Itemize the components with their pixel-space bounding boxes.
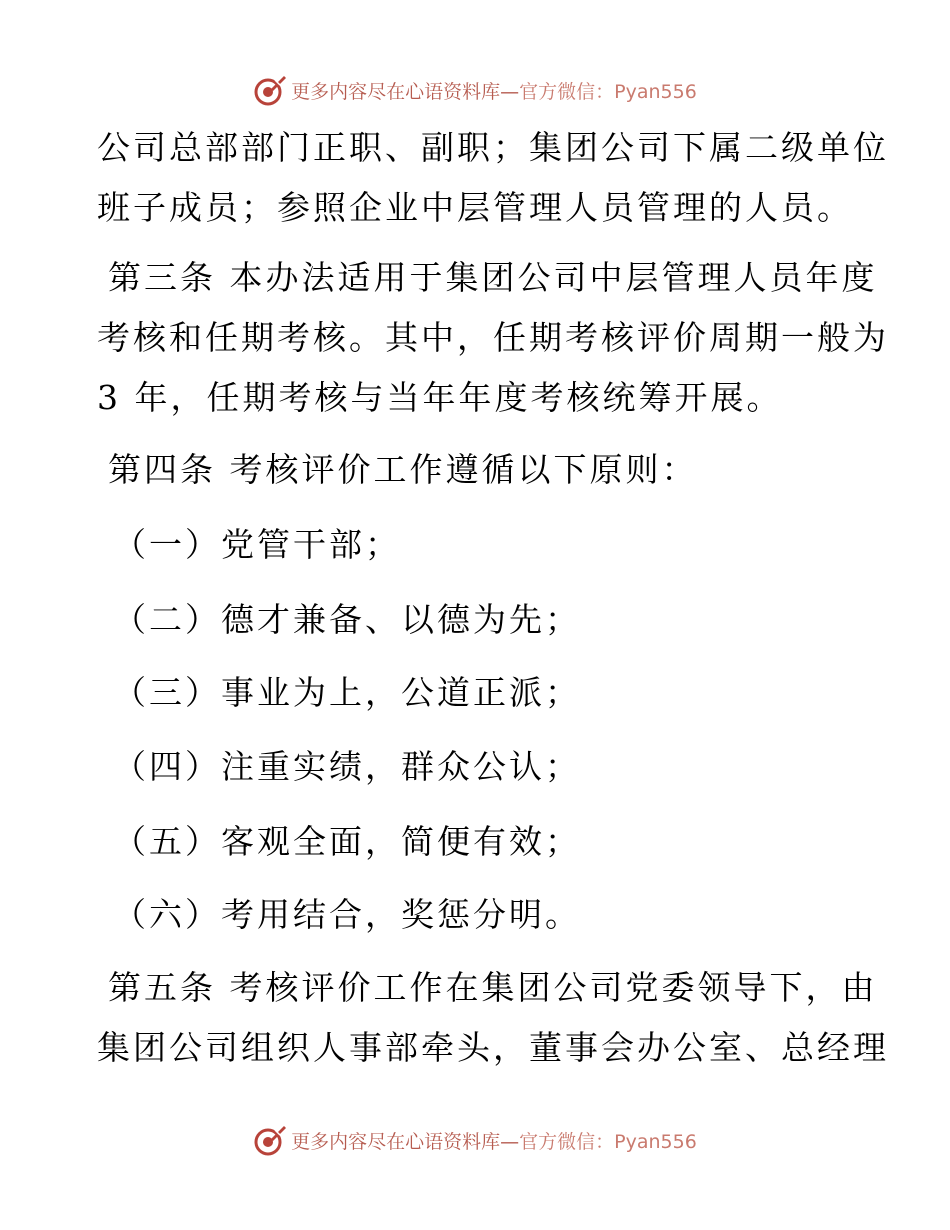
article-3-line-2: 考核和任期考核。其中，任期考核评价周期一般为 bbox=[97, 318, 889, 357]
watermark-main-text: 更多内容尽在心语资料库 bbox=[291, 80, 501, 103]
watermark-main-text: 更多内容尽在心语资料库 bbox=[291, 1130, 501, 1153]
footer-watermark bbox=[0, 1120, 950, 1160]
header-watermark bbox=[0, 70, 950, 110]
principle-item-1: （一）党管干部； bbox=[113, 525, 401, 564]
article-5-line-2: 集团公司组织人事部牵头，董事会办公室、总经理 bbox=[97, 1028, 889, 1067]
article-3-line-1: 第三条 本办法适用于集团公司中层管理人员年度 bbox=[108, 258, 878, 297]
text-line-1: 公司总部部门正职、副职；集团公司下属二级单位 bbox=[97, 128, 889, 167]
principle-item-3: （三）事业为上，公道正派； bbox=[113, 673, 581, 712]
article-3-line-3: 3 年，任期考核与当年年度考核统筹开展。 bbox=[97, 378, 783, 417]
watermark-wechat-text: 官方微信：Pyan556 bbox=[519, 80, 697, 103]
principle-item-6: （六）考用结合，奖惩分明。 bbox=[113, 895, 581, 934]
watermark-dash: — bbox=[500, 1130, 520, 1153]
pen-logo-icon bbox=[253, 73, 287, 107]
watermark-dash: — bbox=[500, 80, 520, 103]
watermark-wechat-text: 官方微信：Pyan556 bbox=[519, 1130, 697, 1153]
text-line-2: 班子成员；参照企业中层管理人员管理的人员。 bbox=[97, 188, 853, 227]
article-5-line-1: 第五条 考核评价工作在集团公司党委领导下，由 bbox=[108, 968, 878, 1007]
principle-item-2: （二）德才兼备、以德为先； bbox=[113, 600, 581, 639]
pen-logo-icon bbox=[253, 1123, 287, 1157]
article-4-heading: 第四条 考核评价工作遵循以下原则： bbox=[108, 450, 698, 489]
principle-item-4: （四）注重实绩，群众公认； bbox=[113, 747, 581, 786]
principle-item-5: （五）客观全面，简便有效； bbox=[113, 822, 581, 861]
